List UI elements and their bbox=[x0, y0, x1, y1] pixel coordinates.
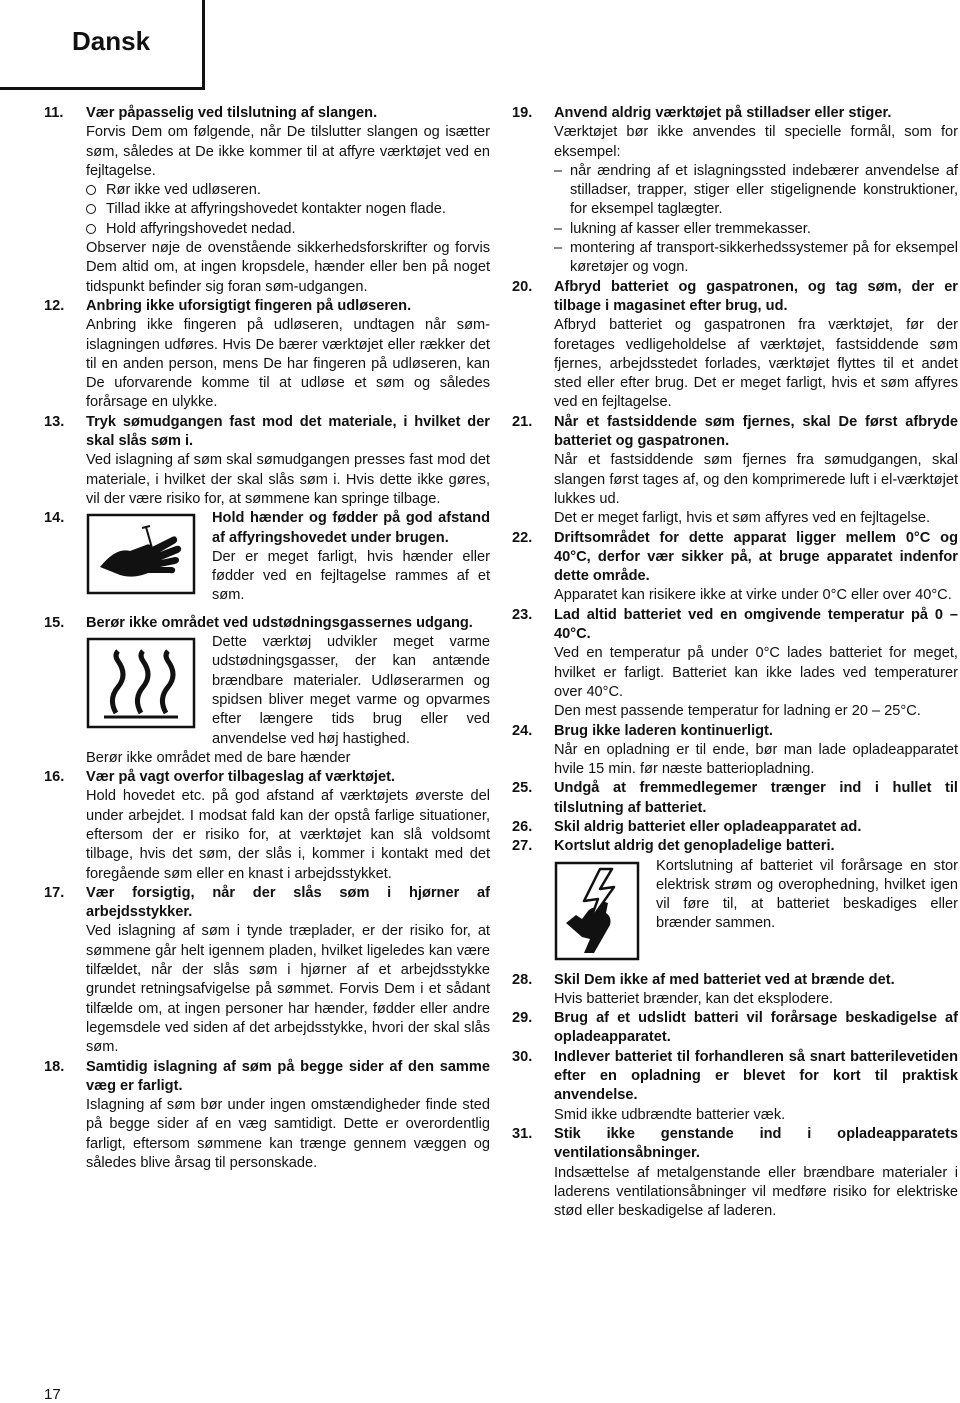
bullet-text: Hold affyringshovedet nedad. bbox=[106, 220, 296, 237]
item-text: Der er meget farligt, hvis hænder eller fødder ved en fejltagelse rammes af et søm. bbox=[212, 548, 490, 604]
item-title: Vær påpasselig ved tilslutning af slangen. bbox=[86, 105, 378, 121]
item-title: Berør ikke området ved udstødningsgassernes udgang. bbox=[86, 614, 473, 631]
item-text: Indsættelse af metalgenstande eller brændbare materialer i laderens ventilationsåbninger vil medføre risiko for elektriske stød eller beskadigelse af laderen. bbox=[554, 1164, 958, 1220]
item-number: 24. bbox=[512, 722, 533, 739]
item-title: Indlever batteriet til forhandleren så snart batterilevetiden efter en opladning er blevet for kort til praktisk anvendelse. bbox=[554, 1048, 958, 1104]
dash-item: – lukning af kasser eller tremmekasser. bbox=[554, 220, 811, 237]
item-17 bbox=[44, 884, 490, 1058]
item-number: 11. bbox=[44, 105, 64, 121]
item-text: Smid ikke udbrændte batterier væk. bbox=[554, 1106, 786, 1123]
page-number: 17 bbox=[44, 1386, 61, 1403]
circle-bullet-icon bbox=[86, 185, 96, 195]
bullet-item bbox=[86, 200, 490, 219]
item-text: Når en opladning er til ende, bør man lade opladeapparatet hvile 15 min. før næste batteriopladning. bbox=[554, 741, 958, 778]
item-30 bbox=[512, 1048, 958, 1125]
item-title: Anvend aldrig værktøjet på stilladser eller stiger. bbox=[554, 105, 892, 121]
bullet-text: Tillad ikke at affyringshovedet kontakter nogen flade. bbox=[106, 201, 446, 218]
item-19 bbox=[512, 104, 958, 278]
dash-list bbox=[554, 162, 958, 278]
item-number: 23. bbox=[512, 606, 533, 623]
item-text: Afbryd batteriet og gaspatronen fra værktøjet, før der foretages vedligeholdelse af værktøjet, fastsiddende søm fjernes, arbejdsstedet forlades, værktøjet flyttes til et andet sted eller efter brug. Det er meget farligt, hvis et søm affyres ved en fejltagelse. bbox=[554, 317, 958, 411]
item-title: Skil Dem ikke af med batteriet ved at brænde det. bbox=[554, 971, 895, 988]
item-title: Hold hænder og fødder på god afstand af affyringshovedet under brugen. bbox=[212, 510, 490, 546]
item-number: 29. bbox=[512, 1010, 533, 1027]
item-text: Når et fastsiddende søm fjernes fra sømudgangen, skal slangen først tages af, og den komprimerede luft i el-værktøjet lukkes ud. bbox=[554, 452, 958, 507]
item-number: 28. bbox=[512, 971, 533, 988]
item-title: Stik ikke genstande ind i opladeapparatets ventilationsåbninger. bbox=[554, 1125, 958, 1162]
item-title: Anbring ikke uforsigtigt fingeren på udløseren. bbox=[86, 297, 412, 314]
item-title: Driftsområdet for dette apparat ligger mellem 0°C og 40°C, derfor vær sikker på, at bruge apparatet indenfor dette område. bbox=[554, 529, 958, 585]
item-18 bbox=[44, 1058, 490, 1174]
item-number: 26. bbox=[512, 818, 533, 835]
left-column bbox=[44, 104, 490, 1173]
item-title: Afbryd batteriet og gaspatronen, og tag søm, der er tilbage i magasinet efter brug, ud. bbox=[554, 278, 958, 314]
item-text: Kortslutning af batteriet vil forårsage en stor elektrisk strøm og overophedning, hvilket igen vil føre til, at batteriet beskadiges eller brænder sammen. bbox=[656, 857, 958, 932]
item-text: Forvis Dem om følgende, når De tilslutter slangen og isætter søm, således at De ikke kommer til at affyre værktøjet ved en fejltagelse. bbox=[86, 124, 490, 179]
item-number: 18. bbox=[44, 1058, 65, 1075]
item-15 bbox=[44, 614, 490, 768]
item-text: Berør ikke området med de bare hænder bbox=[86, 749, 351, 766]
item-title: Lad altid batteriet ved en omgivende temperatur på 0 – 40°C. bbox=[554, 606, 958, 643]
item-16 bbox=[44, 768, 490, 884]
item-29 bbox=[512, 1009, 958, 1048]
item-text: Ved en temperatur på under 0°C lades batteriet for meget, hvilket er farligt. Batteriet kan ikke lades ved temperaturer over 40°C. bbox=[554, 645, 958, 700]
hot-surface-icon bbox=[86, 637, 196, 729]
item-23 bbox=[512, 606, 958, 722]
bullet-item bbox=[86, 181, 490, 200]
item-number: 19. bbox=[512, 105, 533, 121]
bullet-list bbox=[86, 181, 490, 239]
dash-item: – montering af transport-sikkerhedssystemer på for eksempel køretøjer og vogn. bbox=[554, 240, 958, 276]
item-text: Hold hovedet etc. på god afstand af værktøjets øverste del under arbejdet. I modsat fald kan der opstå farlige situationer, eftersom der er risiko for, at værktøjet kan slå voldsomt tilbage, hvis det søm, der slås i, kommer i kontakt med det foregående søm eller en knast i arbejdsstykket. bbox=[86, 788, 490, 882]
circle-bullet-icon bbox=[86, 204, 96, 214]
item-number: 25. bbox=[512, 780, 533, 797]
item-number: 17. bbox=[44, 884, 65, 901]
item-27 bbox=[512, 837, 958, 964]
item-12 bbox=[44, 297, 490, 413]
item-number: 22. bbox=[512, 529, 533, 546]
item-title: Skil aldrig batteriet eller opladeapparatet ad. bbox=[554, 818, 862, 835]
page-language-title: Dansk bbox=[72, 26, 151, 56]
dash-text: lukning af kasser eller tremmekasser. bbox=[570, 220, 811, 237]
item-13 bbox=[44, 413, 490, 509]
item-title: Samtidig islagning af søm på begge sider af den samme væg er farligt. bbox=[86, 1058, 490, 1094]
item-20 bbox=[512, 278, 958, 413]
item-number: 15. bbox=[44, 614, 65, 631]
item-number: 20. bbox=[512, 278, 533, 295]
item-26 bbox=[512, 818, 958, 837]
item-text: Dette værktøj udvikler meget varme udstødningsgasser, der kan antænde brændbare materialer. Udløserarmen og spidsen bliver meget varme og opvarmes efter længere tids brug eller ved anvendelse ved høj hastighed. bbox=[212, 634, 490, 747]
item-28 bbox=[512, 971, 958, 1010]
item-text: Ved islagning af søm i tynde træplader, er der risiko for, at sømmene går helt igennem pladen, hvilket ligeledes kan være tilfældet, når der slås søm i hjørner af et arbejdsstykke grundet retningsafvigelse på sømmet. Forvis Dem i et sådant tilfælde om, at ingen personer har hænder, fødder eller andre legemsdele ved siden af det arbejdsstykke, hvori der skal slås søm. bbox=[86, 923, 490, 1056]
bullet-text: Rør ikke ved udløseren. bbox=[106, 182, 261, 199]
dash-item: – når ændring af et islagningssted indebærer anvendelse af stilladser, trapper, stiger eller stigelignende konstruktioner, for eksempel taglægter. bbox=[554, 162, 958, 218]
item-text: Hvis batteriet brænder, kan det eksplodere. bbox=[554, 990, 834, 1007]
item-text: Det er meget farligt, hvis et søm affyres ved en fejltagelse. bbox=[554, 510, 931, 527]
dash-text: montering af transport-sikkerhedssystemer på for eksempel køretøjer og vogn. bbox=[570, 240, 958, 276]
item-number: 13. bbox=[44, 413, 65, 430]
item-11 bbox=[44, 104, 490, 297]
item-number: 16. bbox=[44, 769, 65, 786]
electric-shock-icon bbox=[554, 861, 640, 961]
right-column bbox=[512, 104, 958, 1221]
item-title: Når et fastsiddende søm fjernes, skal De først afbryde batteriet og gaspatronen. bbox=[554, 413, 958, 450]
item-text: Ved islagning af søm skal sømudgangen presses fast mod det materiale, i hvilket der skal slås søm i. Hvis dette ikke gøres, vil der være risiko for, at sømmene kan springe tilbage. bbox=[86, 452, 490, 507]
item-title: Brug af et udslidt batteri vil forårsage beskadigelse af opladeapparatet. bbox=[554, 1010, 958, 1046]
dash-text: når ændring af et islagningssted indebærer anvendelse af stilladser, trapper, stiger eller stigelignende konstruktioner, for eksempel taglægter. bbox=[570, 162, 958, 218]
item-number: 31. bbox=[512, 1125, 533, 1142]
item-text: Observer nøje de ovenstående sikkerhedsforskrifter og forvis Dem altid om, at ingen kropsdele, hænder eller ben på noget tidspunkt befinder sig foran søm-udgangen. bbox=[86, 240, 490, 295]
item-number: 27. bbox=[512, 838, 533, 855]
item-number: 12. bbox=[44, 297, 65, 314]
item-title: Tryk sømudgangen fast mod det materiale, i hvilket der skal slås søm i. bbox=[86, 413, 490, 450]
item-title: Brug ikke laderen kontinuerligt. bbox=[554, 722, 773, 739]
bullet-item bbox=[86, 220, 490, 239]
item-25 bbox=[512, 779, 958, 818]
item-text: Islagning af søm bør under ingen omstændigheder finde sted på begge sider af en væg samtidigt. Dette er overordentlig farligt, eftersom sømmene kan trænge gennem væggen og således blive årsag til personskade. bbox=[86, 1097, 490, 1172]
item-21 bbox=[512, 413, 958, 529]
item-text: Værktøjet bør ikke anvendes til specielle formål, som for eksempel: bbox=[554, 124, 958, 160]
item-31 bbox=[512, 1125, 958, 1221]
item-number: 30. bbox=[512, 1048, 533, 1065]
item-text: Den mest passende temperatur for ladning er 20 – 25°C. bbox=[554, 703, 921, 720]
item-title: Kortslut aldrig det genopladelige batteri. bbox=[554, 838, 835, 855]
item-number: 14. bbox=[44, 510, 65, 527]
item-number: 21. bbox=[512, 413, 533, 430]
item-text: Apparatet kan risikere ikke at virke under 0°C eller over 40°C. bbox=[554, 587, 952, 604]
item-title: Undgå at fremmedlegemer trænger ind i hullet til tilslutning af batteriet. bbox=[554, 780, 958, 816]
item-22 bbox=[512, 529, 958, 606]
circle-bullet-icon bbox=[86, 224, 96, 234]
item-title: Vær på vagt overfor tilbageslag af værktøjet. bbox=[86, 769, 395, 786]
item-24 bbox=[512, 722, 958, 780]
item-14 bbox=[44, 509, 490, 605]
hand-hazard-icon bbox=[86, 513, 196, 595]
item-text: Anbring ikke fingeren på udløseren, undtagen når søm-islagningen udføres. Hvis De bærer værktøjet eller rækker det til en anden person, mens De har fingeren på udløseren, kan De uforvarende komme til at udløse et søm og således forårsage en ulykke. bbox=[86, 317, 490, 411]
item-title: Vær forsigtig, når der slås søm i hjørner af arbejdsstykker. bbox=[86, 884, 490, 921]
